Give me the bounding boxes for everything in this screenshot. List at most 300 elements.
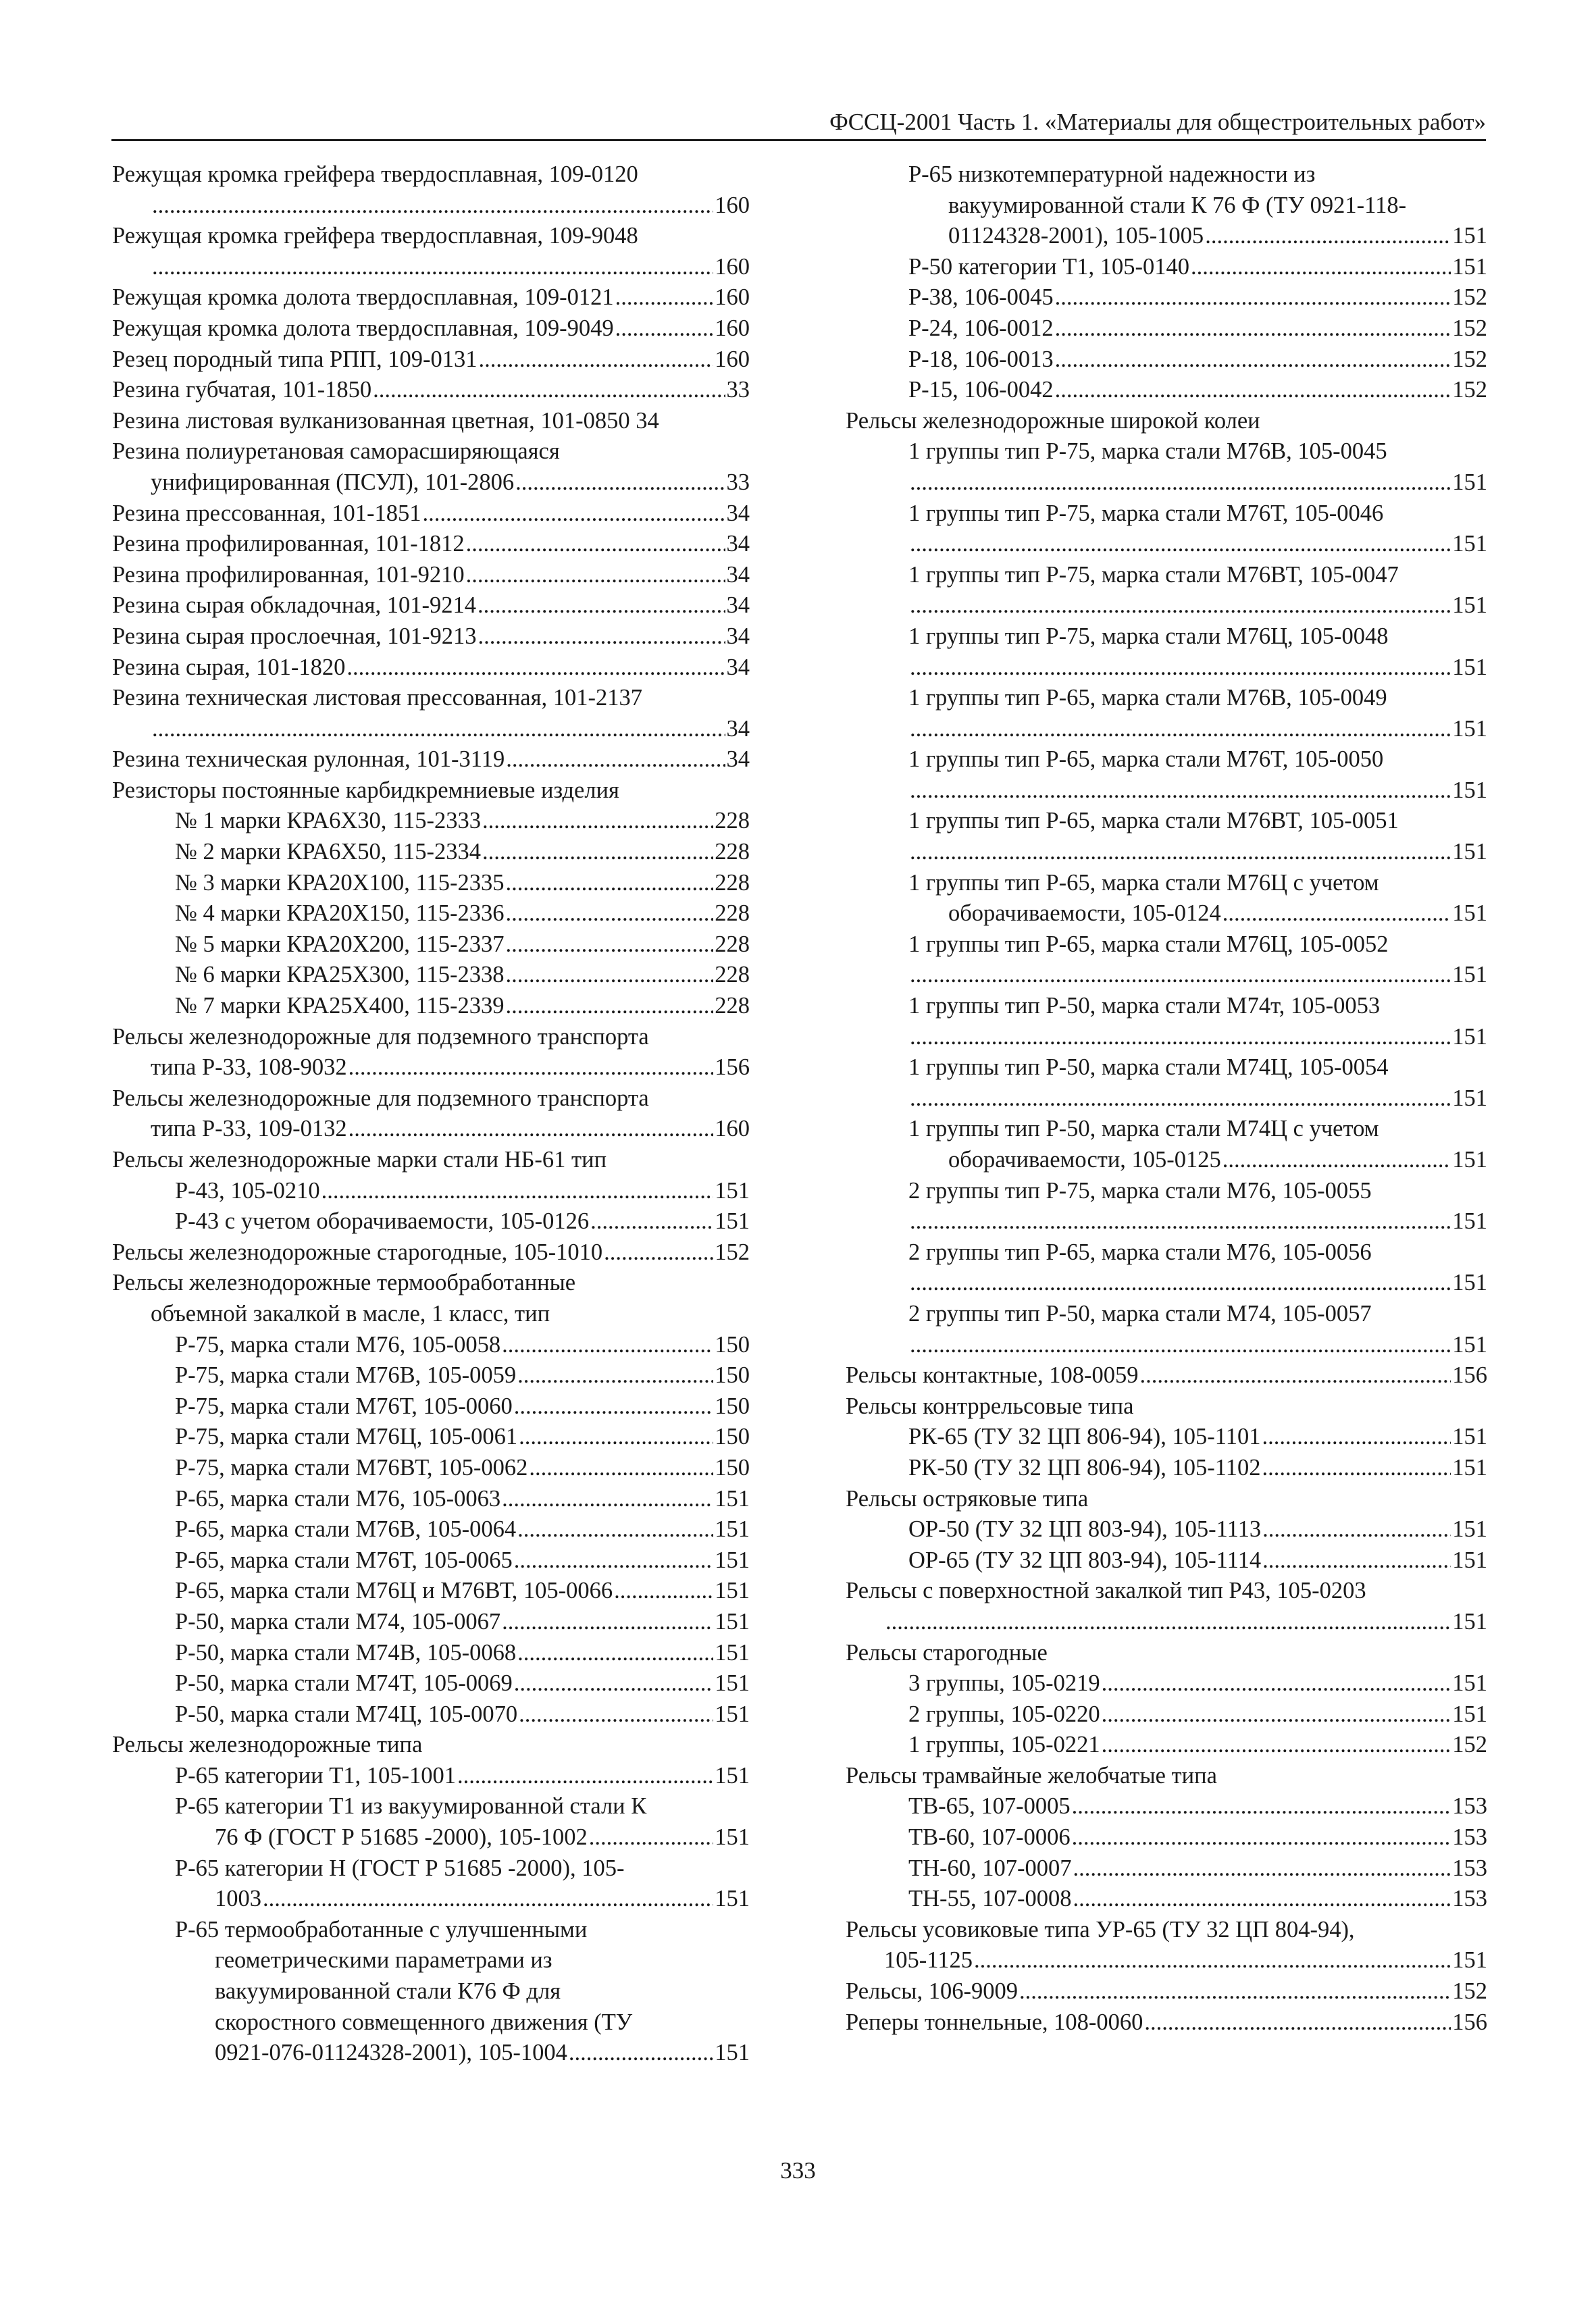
index-entry-label: оборачиваемости, 105-0125 (948, 1147, 1221, 1173)
dot-leader (514, 1668, 713, 1699)
dot-leader (910, 1330, 1451, 1361)
index-entry (846, 1853, 1487, 1884)
index-entry-label: 01124328-2001), 105-1005 (948, 223, 1204, 249)
index-entry-label: Р-65, марка стали М76Т, 105-0065 (175, 1547, 513, 1573)
index-entry (112, 683, 750, 714)
index-entry-label: 1 группы тип Р-50, марка стали М74т, 105-0053 (908, 993, 1381, 1019)
index-entry-label: 2 группы тип Р-75, марка стали М76, 105-0055 (908, 1177, 1372, 1204)
dot-leader (502, 1484, 713, 1515)
index-entry (846, 1761, 1487, 1792)
index-entry-label: Резец породный типа РПП, 109-0131 (112, 346, 478, 372)
dot-leader (349, 1114, 714, 1145)
index-entry (846, 221, 1487, 252)
dot-leader (422, 498, 725, 530)
index-entry-label: Рельсы контактные, 108-0059 (846, 1362, 1139, 1389)
index-entry-label: Р-75, марка стали М76Ц, 105-0061 (175, 1424, 518, 1450)
index-entry (112, 837, 750, 868)
dot-leader (1222, 898, 1451, 929)
dot-leader (519, 1422, 713, 1453)
index-entry-label: Рельсы старогодные (846, 1639, 1048, 1666)
index-entry-label: Р-65 категории Н (ГОСТ Р 51685 -2000), 105- (175, 1855, 625, 1881)
index-entry-label: Резина листовая вулканизованная цветная, 101-0850 34 (112, 407, 659, 434)
index-entry-page: 151 (715, 1670, 750, 1697)
index-entry-label: Р-65, марка стали М76, 105-0063 (175, 1485, 501, 1512)
index-entry-label: № 7 марки КРА25Х400, 115-2339 (175, 993, 505, 1019)
index-entry-label: № 3 марки КРА20Х100, 115-2335 (175, 869, 505, 896)
index-entry (846, 1176, 1487, 1207)
index-entry-label: Режущая кромка долота твердосплавная, 109-0121 (112, 284, 614, 311)
index-entry-page: 34 (726, 531, 750, 557)
index-entry (846, 1668, 1487, 1699)
index-entry-page: 34 (726, 654, 750, 680)
index-entry-label: Р-65 низкотемпературной надежности из (908, 161, 1316, 187)
index-entry (846, 1391, 1487, 1422)
index-entry (846, 1576, 1487, 1607)
index-entry-label: Резина сырая обкладочная, 101-9214 (112, 592, 476, 619)
dot-leader (1055, 282, 1451, 313)
index-entry-page: 150 (715, 1362, 750, 1389)
index-entry-label: ТВ-65, 107-0005 (908, 1793, 1071, 1820)
index-entry (846, 1607, 1487, 1638)
index-entry (112, 775, 750, 806)
dot-leader (1072, 1791, 1451, 1822)
index-entry-page: 34 (726, 623, 750, 649)
index-entry-label: Р-43 с учетом оборачиваемости, 105-0126 (175, 1208, 590, 1235)
index-entry (112, 1545, 750, 1576)
index-entry (846, 1484, 1487, 1515)
dot-leader (974, 1945, 1451, 1976)
dot-leader (515, 467, 725, 498)
index-entry (846, 560, 1487, 591)
dot-leader (506, 991, 714, 1022)
index-entry-label: РК-65 (ТУ 32 ЦП 806-94), 105-1101 (908, 1424, 1261, 1450)
index-entry (846, 252, 1487, 283)
index-entry-label: Рельсы железнодорожные типа (112, 1732, 423, 1758)
dot-leader (263, 1884, 713, 1915)
index-entry (846, 190, 1487, 222)
index-entry-page: 151 (715, 1547, 750, 1573)
index-entry-label: 2 группы тип Р-65, марка стали М76, 105-0056 (908, 1239, 1372, 1265)
index-entry-label: Р-38, 106-0045 (908, 284, 1054, 311)
index-entry (112, 1730, 750, 1761)
index-entry-page: 228 (715, 869, 750, 896)
index-entry (112, 1576, 750, 1607)
dot-leader (1262, 1422, 1451, 1453)
index-entry (846, 1699, 1487, 1730)
index-entry-label: Резина прессованная, 101-1851 (112, 500, 421, 526)
index-entry (112, 1083, 750, 1114)
index-entry-page: 151 (1452, 1701, 1487, 1727)
index-entry (112, 2038, 750, 2069)
dot-leader (502, 1607, 713, 1638)
index-entry (112, 282, 750, 313)
index-entry-label: ТН-55, 107-0008 (908, 1886, 1072, 1912)
index-entry (846, 1791, 1487, 1822)
index-entry (112, 1761, 750, 1792)
dot-leader (615, 313, 714, 344)
index-entry-page: 151 (1452, 469, 1487, 495)
dot-leader (152, 714, 725, 745)
index-entry-page: 153 (1452, 1855, 1487, 1881)
index-entry-label: Резисторы постоянные карбидкремниевые изделия (112, 777, 619, 803)
index-entry-page: 34 (726, 746, 750, 773)
index-entry (112, 1822, 750, 1853)
index-entry-page: 151 (1452, 1331, 1487, 1358)
index-entry-page: 151 (1452, 531, 1487, 557)
index-entry-page: 160 (715, 315, 750, 341)
dot-leader (482, 837, 713, 868)
index-entry (846, 1237, 1487, 1268)
index-entry-page: 151 (1452, 962, 1487, 988)
index-entry-label: Р-65, марка стали М76Ц и М76ВТ, 105-0066 (175, 1578, 613, 1604)
index-entry-label: 2 группы, 105-0220 (908, 1701, 1100, 1727)
index-entry (112, 1176, 750, 1207)
index-entry-page: 151 (1452, 253, 1487, 280)
index-entry-page: 150 (715, 1454, 750, 1481)
dot-leader (604, 1237, 713, 1268)
index-entry (846, 806, 1487, 837)
index-entry (112, 714, 750, 745)
index-entry-label: Рельсы трамвайные желобчатые типа (846, 1762, 1217, 1789)
index-entry (846, 775, 1487, 806)
index-entry-label: Реперы тоннельные, 108-0060 (846, 2009, 1143, 2035)
dot-leader (1073, 1853, 1451, 1884)
index-entry-page: 151 (715, 1516, 750, 1543)
index-entry (846, 313, 1487, 344)
index-entry-label: 1 группы тип Р-65, марка стали М76Ц с учетом (908, 869, 1379, 896)
index-entry-label: Р-24, 106-0012 (908, 315, 1054, 341)
dot-leader (910, 1268, 1451, 1299)
dot-leader (1139, 1360, 1451, 1391)
index-entry-page: 152 (1452, 315, 1487, 341)
index-entry (112, 1915, 750, 1946)
dot-leader (1019, 1976, 1451, 2007)
index-entry (112, 868, 750, 899)
dot-leader (514, 1391, 713, 1422)
index-entry-page: 228 (715, 839, 750, 865)
index-entry (846, 1422, 1487, 1453)
index-entry (846, 1638, 1487, 1669)
dot-leader (506, 744, 725, 775)
index-entry (112, 621, 750, 652)
index-entry-label: 3 группы, 105-0219 (908, 1670, 1100, 1697)
index-entry-label: Рельсы, 106-9009 (846, 1978, 1018, 2005)
index-entry (112, 1237, 750, 1268)
dot-leader (1102, 1730, 1451, 1761)
dot-leader (466, 529, 725, 560)
running-header: ФССЦ-2001 Часть 1. «Материалы для общестроительных работ» (111, 108, 1486, 141)
dot-leader (529, 1453, 713, 1484)
index-entry-label: № 6 марки КРА25Х300, 115-2338 (175, 962, 505, 988)
index-entry-page: 33 (726, 469, 750, 495)
index-entry (112, 744, 750, 775)
dot-leader (478, 621, 725, 652)
index-entry (846, 1360, 1487, 1391)
index-entry-label: Резина профилированная, 101-1812 (112, 531, 465, 557)
index-entry (846, 744, 1487, 775)
index-entry (846, 1514, 1487, 1545)
index-entry-label: Рельсы железнодорожные марки стали НБ-61 тип (112, 1147, 607, 1173)
index-entry-label: 76 Ф (ГОСТ Р 51685 -2000), 105-1002 (215, 1824, 588, 1851)
index-entry (112, 1206, 750, 1237)
dot-leader (373, 375, 725, 406)
index-entry-page: 156 (1452, 2009, 1487, 2035)
index-entry-page: 151 (1452, 777, 1487, 803)
index-entry-page: 152 (715, 1239, 750, 1265)
index-entry-page: 228 (715, 962, 750, 988)
index-entry-label: объемной закалкой в масле, 1 класс, тип (151, 1300, 550, 1327)
dot-leader (885, 1607, 1451, 1638)
dot-leader (910, 467, 1451, 498)
dot-leader (1262, 1453, 1451, 1484)
index-entry-page: 151 (715, 1485, 750, 1512)
index-entry (846, 1145, 1487, 1176)
index-entry-label: ТВ-60, 107-0006 (908, 1824, 1071, 1851)
index-entry-page: 34 (726, 715, 750, 742)
index-entry (112, 159, 750, 190)
index-entry-label: Р-65 термообработанные с улучшенными (175, 1916, 588, 1943)
index-entry-label: Рельсы железнодорожные широкой колеи (846, 407, 1260, 434)
index-entry (846, 1884, 1487, 1915)
index-entry-page: 160 (715, 284, 750, 311)
index-entry (112, 436, 750, 467)
index-entry-page: 34 (726, 561, 750, 588)
index-entry-label: Режущая кромка грейфера твердосплавная, 109-0120 (112, 161, 638, 187)
index-entry (846, 2007, 1487, 2038)
index-entry-page: 151 (1452, 1424, 1487, 1450)
index-entry (112, 252, 750, 283)
index-entry (846, 714, 1487, 745)
index-entry-page: 151 (1452, 1608, 1487, 1635)
index-entry-label: оборачиваемости, 105-0124 (948, 900, 1221, 927)
index-entry (112, 1853, 750, 1884)
index-entry (846, 467, 1487, 498)
index-entry (112, 1945, 750, 1976)
index-entry (846, 1976, 1487, 2007)
index-entry-label: Р-15, 106-0042 (908, 377, 1054, 403)
index-entry-page: 151 (1452, 1947, 1487, 1974)
index-entry (846, 159, 1487, 190)
index-entry-label: № 2 марки КРА6Х50, 115-2334 (175, 839, 481, 865)
index-entry-label: Р-50, марка стали М74Ц, 105-0070 (175, 1701, 518, 1727)
index-entry (112, 406, 750, 437)
dot-leader (1262, 1514, 1451, 1545)
index-entry (846, 1822, 1487, 1853)
index-entry (846, 1052, 1487, 1083)
index-entry (112, 1884, 750, 1915)
index-entry (846, 1945, 1487, 1976)
dot-leader (152, 252, 713, 283)
dot-leader (1055, 313, 1451, 344)
dot-leader (910, 652, 1451, 684)
index-entry (112, 375, 750, 406)
index-entry (112, 898, 750, 929)
index-entry (112, 2007, 750, 2038)
dot-leader (506, 960, 714, 991)
index-entry (112, 1022, 750, 1053)
index-entry-page: 151 (715, 1762, 750, 1789)
index-entry-page: 151 (715, 1608, 750, 1635)
index-entry (112, 1422, 750, 1453)
index-entry-label: Резина сырая, 101-1820 (112, 654, 346, 680)
dot-leader (910, 1206, 1451, 1237)
dot-leader (1262, 1545, 1451, 1576)
index-entry-page: 151 (1452, 1023, 1487, 1050)
index-entry-label: Режущая кромка грейфера твердосплавная, 109-9048 (112, 223, 638, 249)
dot-leader (910, 1022, 1451, 1053)
dot-leader (569, 2038, 713, 2069)
index-entry-page: 150 (715, 1331, 750, 1358)
index-entry-label: Р-50, марка стали М74В, 105-0068 (175, 1639, 517, 1666)
index-entry (112, 467, 750, 498)
index-entry (112, 1514, 750, 1545)
dot-leader (1073, 1884, 1451, 1915)
index-entry (112, 1268, 750, 1299)
dot-leader (910, 775, 1451, 806)
index-entry-label: 0921-076-01124328-2001), 105-1004 (215, 2040, 567, 2066)
dot-leader (517, 1360, 713, 1391)
dot-leader (506, 898, 714, 929)
dot-leader (1072, 1822, 1451, 1853)
index-entry (112, 1791, 750, 1822)
index-entry (112, 221, 750, 252)
index-entry-label: Р-75, марка стали М76, 105-0058 (175, 1331, 501, 1358)
dot-leader (910, 1083, 1451, 1114)
index-entry-label: вакуумированной стали К 76 Ф (ТУ 0921-118- (948, 192, 1407, 218)
index-entry-label: Р-65, марка стали М76В, 105-0064 (175, 1516, 517, 1543)
index-entry-label: Рельсы остряковые типа (846, 1485, 1089, 1512)
index-entry-page: 151 (715, 2040, 750, 2066)
dot-leader (590, 1206, 713, 1237)
index-entry (112, 1052, 750, 1083)
index-entry-page: 151 (715, 1578, 750, 1604)
index-entry-label: Рельсы контррельсовые типа (846, 1393, 1134, 1419)
index-entry (846, 929, 1487, 960)
index-entry-label: 1 группы тип Р-50, марка стали М74Ц с учетом (908, 1116, 1379, 1142)
dot-leader (321, 1176, 714, 1207)
index-entry-label: Р-65 категории Т1, 105-1001 (175, 1762, 457, 1789)
index-entry-label: 1 группы тип Р-65, марка стали М76ВТ, 105-0051 (908, 808, 1399, 834)
index-entry-label: Режущая кромка долота твердосплавная, 109-9049 (112, 315, 614, 341)
index-entry-page: 151 (715, 1177, 750, 1204)
index-entry (846, 1730, 1487, 1761)
dot-leader (517, 1514, 713, 1545)
index-entry-page: 228 (715, 931, 750, 957)
index-entry-label: Рельсы железнодорожные для подземного транспорта (112, 1023, 649, 1050)
index-entry (112, 529, 750, 560)
dot-leader (1205, 221, 1451, 252)
index-entry-label: 105-1125 (884, 1947, 973, 1974)
index-entry-page: 151 (1452, 715, 1487, 742)
dot-leader (910, 529, 1451, 560)
index-entry (846, 868, 1487, 899)
index-entry-page: 150 (715, 1424, 750, 1450)
dot-leader (910, 960, 1451, 991)
index-entry (112, 1145, 750, 1176)
index-entry-label: скоростного совмещенного движения (ТУ (215, 2009, 633, 2035)
index-entry-label: Р-50 категории Т1, 105-0140 (908, 253, 1190, 280)
index-entry-page: 151 (715, 1886, 750, 1912)
index-entry-label: Р-75, марка стали М76Т, 105-0060 (175, 1393, 513, 1419)
index-entry-label: ТН-60, 107-0007 (908, 1855, 1072, 1881)
index-entry (112, 498, 750, 530)
dot-leader (519, 1699, 713, 1730)
index-entry (846, 375, 1487, 406)
index-entry-page: 150 (715, 1393, 750, 1419)
index-entry (112, 1699, 750, 1730)
index-entry-label: 1 группы тип Р-65, марка стали М76Т, 105-0050 (908, 746, 1384, 773)
index-entry (112, 1638, 750, 1669)
index-entry-label: геометрическими параметрами из (215, 1947, 552, 1974)
dot-leader (457, 1761, 713, 1792)
dot-leader (910, 590, 1451, 621)
index-column-right (846, 159, 1487, 2038)
index-entry-page: 152 (1452, 377, 1487, 403)
index-entry (112, 560, 750, 591)
index-entry (112, 344, 750, 376)
index-entry-page: 151 (1452, 1270, 1487, 1296)
index-entry-label: Резина сырая прослоечная, 101-9213 (112, 623, 477, 649)
index-entry-page: 152 (1452, 284, 1487, 311)
index-entry-label: 1 группы тип Р-75, марка стали М76В, 105-0045 (908, 438, 1387, 465)
index-entry-label: № 5 марки КРА20Х200, 115-2337 (175, 931, 505, 957)
index-entry (112, 1607, 750, 1638)
index-entry (846, 1915, 1487, 1946)
index-entry (112, 1453, 750, 1484)
index-entry-page: 152 (1452, 346, 1487, 372)
index-entry-label: Р-75, марка стали М76В, 105-0059 (175, 1362, 517, 1389)
dot-leader (514, 1545, 713, 1576)
index-entry-label: 1 группы тип Р-75, марка стали М76Т, 105-0046 (908, 500, 1384, 526)
index-entry-page: 34 (726, 592, 750, 619)
index-entry-page: 151 (1452, 1670, 1487, 1697)
index-entry (846, 837, 1487, 868)
index-entry (846, 898, 1487, 929)
dot-leader (615, 282, 714, 313)
index-entry (846, 344, 1487, 376)
index-entry-page: 152 (1452, 1732, 1487, 1758)
dot-leader (466, 560, 725, 591)
index-entry (112, 806, 750, 837)
index-entry (112, 652, 750, 684)
index-entry (846, 991, 1487, 1022)
index-entry (112, 1668, 750, 1699)
index-entry (846, 1114, 1487, 1145)
index-entry-label: РК-50 (ТУ 32 ЦП 806-94), 105-1102 (908, 1454, 1261, 1481)
index-entry-page: 34 (726, 500, 750, 526)
index-entry-page: 153 (1452, 1886, 1487, 1912)
index-entry-page: 160 (715, 192, 750, 218)
index-entry-label: Резина техническая рулонная, 101-3119 (112, 746, 505, 773)
index-entry-page: 151 (715, 1639, 750, 1666)
dot-leader (1144, 2007, 1451, 2038)
index-entry-label: типа Р-33, 109-0132 (151, 1116, 347, 1142)
dot-leader (152, 190, 713, 222)
dot-leader (506, 868, 714, 899)
index-entry (112, 190, 750, 222)
index-entry-label: Рельсы железнодорожные для подземного транспорта (112, 1085, 649, 1111)
index-entry-label: 1 группы тип Р-65, марка стали М76Ц, 105-0052 (908, 931, 1389, 957)
index-entry-label: Р-65 категории Т1 из вакуумированной стали К (175, 1793, 647, 1820)
dot-leader (1102, 1699, 1451, 1730)
index-entry-page: 153 (1452, 1824, 1487, 1851)
dot-leader (517, 1638, 713, 1669)
index-entry (846, 1268, 1487, 1299)
dot-leader (1055, 344, 1451, 376)
index-entry-page: 156 (715, 1054, 750, 1081)
index-entry (112, 1391, 750, 1422)
index-entry-label: 1 группы тип Р-50, марка стали М74Ц, 105-0054 (908, 1054, 1389, 1081)
